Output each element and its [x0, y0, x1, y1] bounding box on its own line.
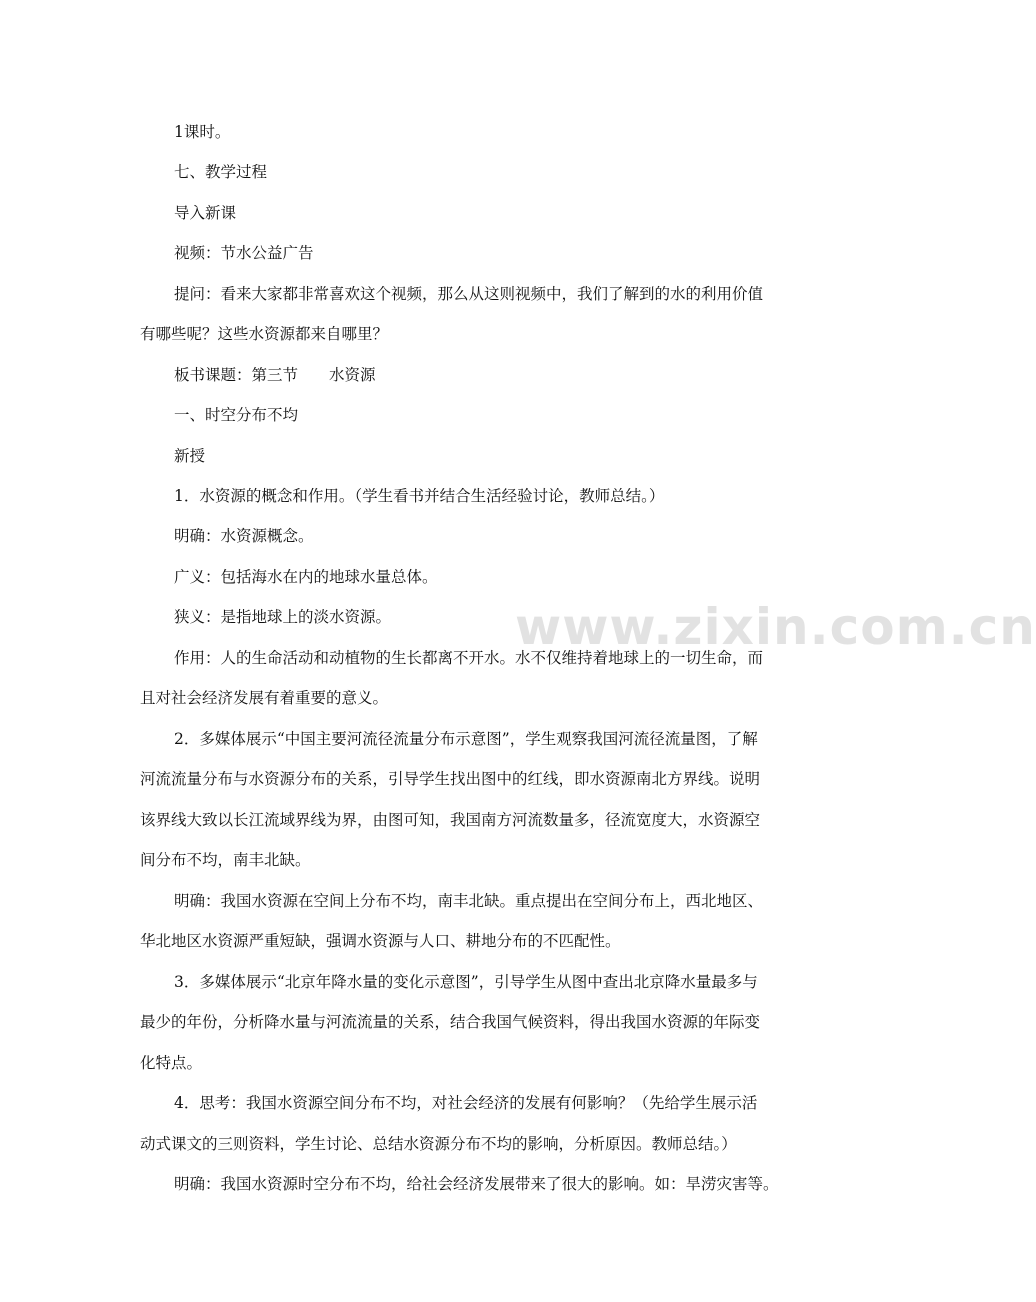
text-line: 最少的年份，分析降水量与河流流量的关系，结合我国气候资料，得出我国水资源的年际变	[140, 1013, 761, 1031]
text-line: 动式课文的三则资料，学生讨论、总结水资源分布不均的影响，分析原因。教师总结。）	[140, 1135, 737, 1153]
text-line: 提问：看来大家都非常喜欢这个视频，那么从这则视频中，我们了解到的水的利用价值	[174, 285, 764, 303]
text-line: 2．多媒体展示“中国主要河流径流量分布示意图”，学生观察我国河流径流量图，了解	[174, 730, 758, 748]
text-line: 华北地区水资源严重短缺，强调水资源与人口、耕地分布的不匹配性。	[140, 932, 621, 950]
text-line: 明确：我国水资源时空分布不均，给社会经济发展带来了很大的影响。如：旱涝灾害等。	[174, 1175, 779, 1193]
text-line: 有哪些呢？这些水资源都来自哪里？	[140, 325, 389, 343]
section-heading: 一、时空分布不均	[174, 406, 299, 424]
text-line: 河流流量分布与水资源分布的关系，引导学生找出图中的红线，即水资源南北方界线。说明	[140, 770, 761, 788]
text-line: 明确：水资源概念。	[174, 527, 314, 545]
text-line: 1课时。	[174, 123, 231, 141]
text-line: 狭义：是指地球上的淡水资源。	[174, 608, 392, 626]
text-line: 3．多媒体展示“北京年降水量的变化示意图”，引导学生从图中查出北京降水量最多与	[174, 973, 758, 991]
watermark: www.zixin.com.cn	[515, 598, 1036, 656]
text-line: 且对社会经济发展有着重要的意义。	[140, 689, 389, 707]
text-line: 明确：我国水资源在空间上分布不均，南丰北缺。重点提出在空间分布上，西北地区、	[174, 892, 764, 910]
text-line: 广义：包括海水在内的地球水量总体。	[174, 568, 438, 586]
text-line: 4．思考：我国水资源空间分布不均，对社会经济的发展有何影响？（先给学生展示活	[174, 1094, 758, 1112]
text-line: 1．水资源的概念和作用。（学生看书并结合生活经验讨论，教师总结。）	[174, 487, 665, 505]
text-line: 视频：节水公益广告	[174, 244, 314, 262]
text-line: 间分布不均，南丰北缺。	[140, 851, 311, 869]
text-line: 板书课题：第三节 水资源	[174, 366, 376, 384]
section-heading: 七、教学过程	[174, 163, 268, 181]
text-line: 导入新课	[174, 204, 237, 222]
text-line: 新授	[174, 447, 206, 465]
text-line: 化特点。	[140, 1054, 203, 1072]
text-line: 该界线大致以长江流域界线为界，由图可知，我国南方河流数量多，径流宽度大，水资源空	[140, 811, 761, 829]
text-line: 作用：人的生命活动和动植物的生长都离不开水。水不仅维持着地球上的一切生命，而	[174, 649, 764, 667]
